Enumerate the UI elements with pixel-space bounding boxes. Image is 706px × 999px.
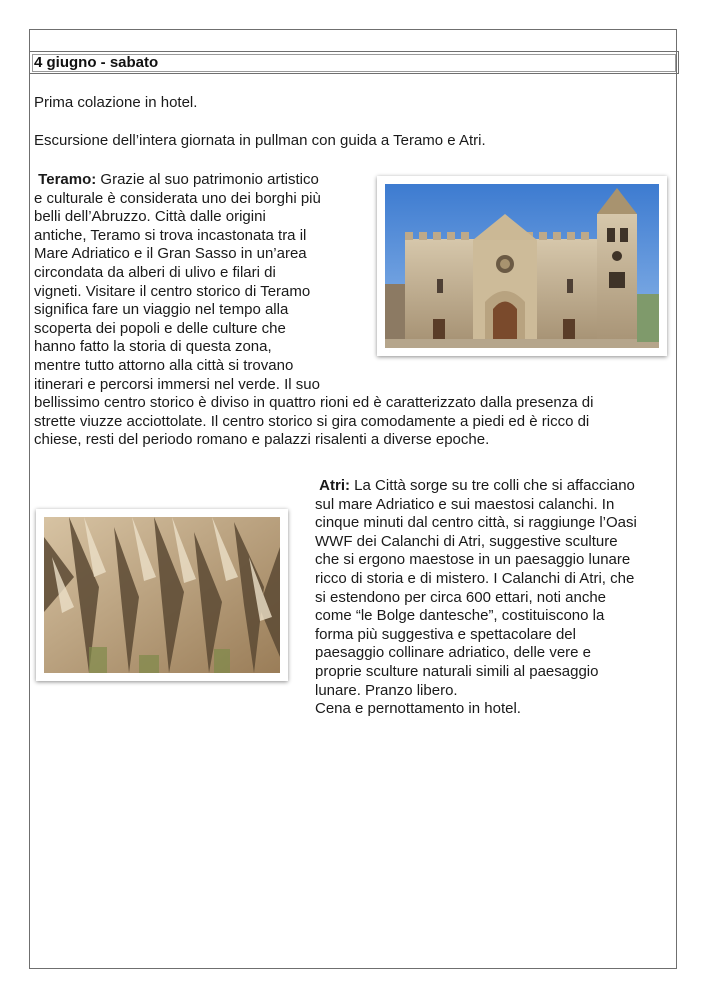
atri-heading: Atri: bbox=[319, 477, 350, 494]
atri-line: ricco di storia e di mistero. I Calanchi di Atri, che bbox=[315, 569, 635, 587]
teramo-line: antiche, Teramo si trova incastonata tra il bbox=[34, 226, 307, 244]
teramo-line: significa fare un viaggio nel tempo alla bbox=[34, 301, 289, 319]
badlands-image bbox=[44, 517, 280, 673]
excursion-text: Escursione dell’intera giornata in pullman con guida a Teramo e Atri. bbox=[34, 132, 486, 149]
teramo-heading: Teramo: bbox=[38, 171, 97, 188]
atri-line: WWF dei Calanchi di Atri, suggestive sculture bbox=[315, 532, 618, 550]
atri-line: che si ergono maestose in un paesaggio lunare bbox=[315, 551, 631, 569]
atri-line: sul mare Adriatico e sui maestosi calanchi. In bbox=[315, 495, 615, 513]
teramo-line: strette viuzze acciottolate. Il centro storico si gira comodamente a piedi ed è ricco di bbox=[34, 412, 590, 430]
teramo-full-text bbox=[34, 394, 674, 450]
teramo-line: Teramo: Grazie al suo patrimonio artistico bbox=[38, 171, 319, 188]
day-title: 4 giugno - sabato bbox=[34, 54, 159, 71]
teramo-line: belli dell’Abruzzo. Città dalle origini bbox=[34, 208, 266, 226]
breakfast-text: Prima colazione in hotel. bbox=[34, 94, 198, 111]
day-header bbox=[29, 51, 679, 74]
teramo-side-text bbox=[34, 171, 374, 394]
atri-line: come “le Bolge dantesche”, costituiscono la bbox=[315, 607, 605, 625]
teramo-line: bellissimo centro storico è diviso in quattro rioni ed è caratterizzato dalla presenza di bbox=[34, 394, 594, 411]
atri-line: si estendono per circa 600 ettari, noti anche bbox=[315, 588, 607, 606]
teramo-line: chiese, resti del periodo romano e palazzi risalenti a diverse epoche. bbox=[34, 431, 490, 449]
atri-line: forma più suggestiva e spettacolare del bbox=[315, 625, 576, 643]
atri-line: lunare. Pranzo libero. bbox=[315, 681, 458, 699]
teramo-line: mentre tutto attorno alla città si trovano bbox=[34, 356, 294, 374]
teramo-line: Mare Adriatico e il Gran Sasso in un’area bbox=[34, 245, 307, 263]
cathedral-image bbox=[385, 184, 659, 348]
teramo-cathedral-photo bbox=[377, 176, 667, 356]
teramo-line: e culturale è considerata uno dei borghi più bbox=[34, 189, 321, 207]
teramo-line: vigneti. Visitare il centro storico di Teramo bbox=[34, 282, 311, 300]
teramo-line: scoperta dei popoli e delle culture che bbox=[34, 319, 286, 337]
atri-line: cinque minuti dal centro città, si raggiunge l’Oasi bbox=[315, 514, 637, 532]
teramo-line: circondata da alberi di ulivo e filari di bbox=[34, 263, 276, 281]
atri-calanchi-photo bbox=[36, 509, 288, 681]
atri-line: Atri: La Città sorge su tre colli che si affacciano bbox=[319, 477, 635, 494]
atri-line: Cena e pernottamento in hotel. bbox=[315, 700, 521, 718]
teramo-line: hanno fatto la storia di questa zona, bbox=[34, 338, 272, 356]
atri-text bbox=[315, 477, 677, 719]
atri-line: proprie sculture naturali simili al paesaggio bbox=[315, 662, 599, 680]
teramo-line: itinerari e percorsi immersi nel verde. Il suo bbox=[34, 375, 320, 393]
atri-line: paesaggio collinare adriatico, delle vere e bbox=[315, 644, 592, 662]
